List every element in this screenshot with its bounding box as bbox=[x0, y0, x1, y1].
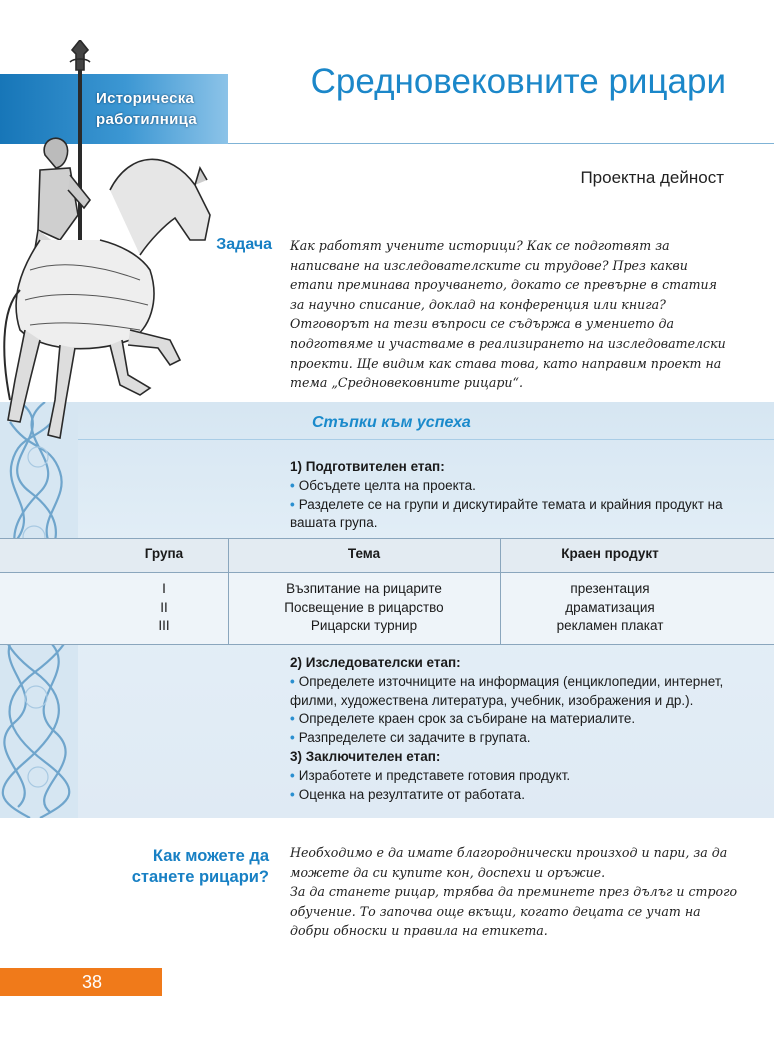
table-cell: презентация bbox=[570, 581, 650, 596]
table-column-group bbox=[100, 580, 228, 636]
list-item: • Разделете се на групи и дискутирайте темата и крайния продукт на вашата група. bbox=[290, 496, 723, 531]
list-item: • Обсъдете целта на проекта. bbox=[290, 477, 476, 493]
bullet-icon: • bbox=[290, 711, 295, 727]
stage1-block bbox=[290, 458, 740, 533]
page-number: 38 bbox=[82, 972, 103, 992]
page-subtitle: Проектна дейност bbox=[580, 168, 724, 187]
table-header-group: Група bbox=[144, 546, 184, 561]
task-label: Задача bbox=[216, 236, 272, 253]
header-rule bbox=[228, 143, 774, 144]
table-header-theme: Тема bbox=[347, 546, 381, 561]
list-item: • Определете източниците на информация (енциклопедии, интернет, филми, художествена литература, учебник, изображения и др.). bbox=[290, 673, 724, 708]
table-cell: II bbox=[160, 599, 168, 615]
steps-title: Стъпки към успеха bbox=[312, 414, 471, 431]
knight-question-label: Как можете да станете рицари? bbox=[131, 847, 269, 886]
knight-paragraph-2: За да станете рицар, трябва да преминете през дълъг и строго обучение. То започва още вкъщи, когато децата се учат на добри обноски и правила на етикета. bbox=[290, 884, 738, 939]
bullet-icon: • bbox=[290, 730, 295, 746]
stage1-heading: 1) Подготвителен етап: bbox=[290, 459, 445, 474]
section-badge-line2: работилница bbox=[96, 111, 197, 128]
list-item: • Изработете и представете готовия продукт. bbox=[290, 767, 571, 783]
bullet-icon: • bbox=[290, 767, 295, 783]
list-item: • Разпределете си задачите в групата. bbox=[290, 730, 531, 746]
table-cell: Рицарски турнир bbox=[310, 618, 418, 634]
bullet-icon: • bbox=[290, 673, 295, 689]
table-column-product bbox=[500, 580, 720, 636]
table-header-product: Краен продукт bbox=[561, 546, 659, 561]
table-cell: Посвещение в рицарство bbox=[284, 599, 444, 615]
table-cell: I bbox=[162, 581, 166, 596]
task-paragraph: Как работят учените историци? Как се подготвят за написване на изследователските си трудове? През какви етапи преминава проучването, докато се превърне в статия за научно списание, доклад на конференция или книга? Отговорът на тези въпроси се съдържа в умението да подготвяме и участваме в реализирането на изследователски проекти. Ще видим как става това, като направим проект на тема „Средновековните рицари“. bbox=[290, 238, 726, 391]
table-cell: III bbox=[158, 618, 170, 634]
stage2-heading: 2) Изследователски етап: bbox=[290, 655, 461, 670]
list-item: • Оценка на резултатите от работата. bbox=[290, 786, 525, 802]
knight-on-horse-illustration bbox=[0, 40, 230, 460]
page-title: Средновековните рицари bbox=[310, 62, 726, 101]
table-cell: драматизация bbox=[565, 599, 655, 615]
bullet-icon: • bbox=[290, 496, 295, 512]
bullet-icon: • bbox=[290, 786, 295, 802]
table-column-theme bbox=[228, 580, 500, 636]
knight-paragraph bbox=[290, 843, 740, 941]
stage3-heading: 3) Заключителен етап: bbox=[290, 748, 441, 764]
page-number-band bbox=[0, 968, 162, 996]
table-cell: Възпитание на рицарите bbox=[286, 581, 442, 596]
bullet-icon: • bbox=[290, 477, 295, 493]
table-cell: рекламен плакат bbox=[556, 618, 664, 634]
section-badge-line1: Историческа bbox=[96, 90, 195, 107]
knight-paragraph-1: Необходимо е да имате благороднически произход и пари, за да можете да си купите кон, доспехи и оръжие. bbox=[290, 845, 728, 880]
stage2-3-block bbox=[290, 654, 740, 804]
list-item: • Определете краен срок за събиране на материалите. bbox=[290, 711, 636, 727]
